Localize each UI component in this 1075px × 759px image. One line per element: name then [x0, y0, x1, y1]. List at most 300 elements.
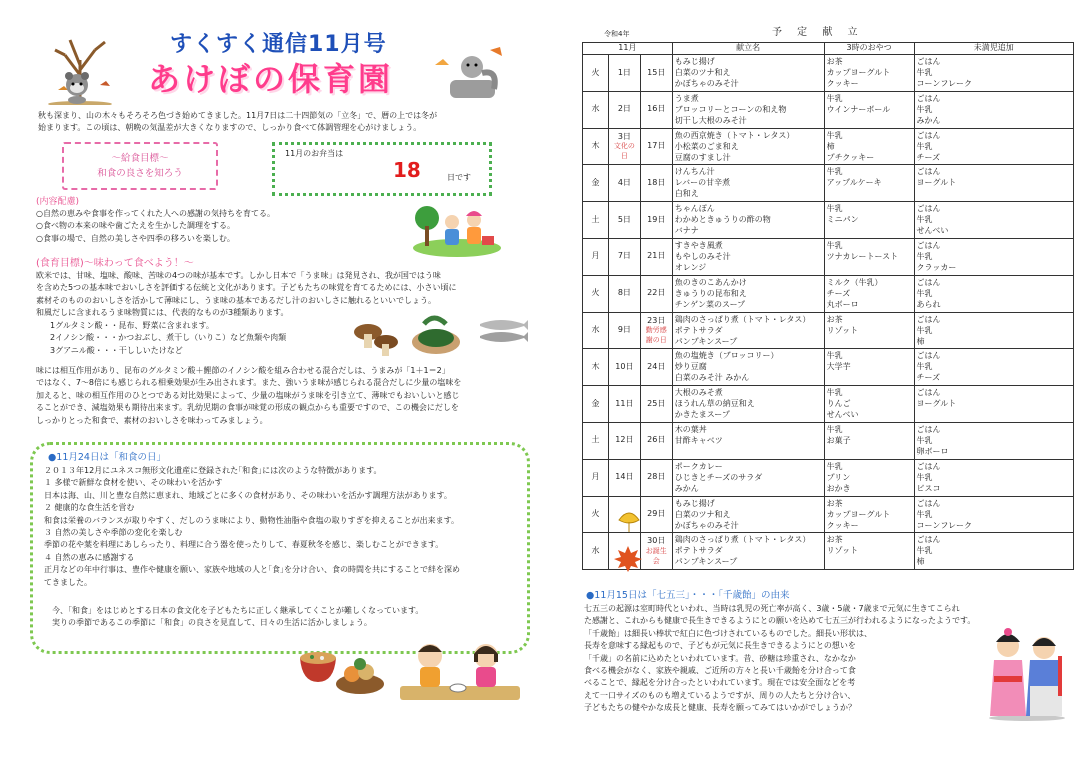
consideration-item: ○食べ物の本来の味や歯ごたえを生かした調理をする。 — [36, 221, 235, 231]
extra-item: 牛乳 — [916, 141, 933, 151]
dish-cell — [672, 496, 824, 533]
header-snack: 3時のおやつ — [824, 43, 914, 55]
day-of-week-cell — [583, 91, 609, 128]
taste-para1 — [36, 270, 456, 320]
taste-line: しっかりとった和食で、素材のおいしさを味わってみましょう。 — [36, 415, 268, 425]
extra-item: ビスコ — [916, 483, 941, 493]
dish-item: 白和え — [674, 189, 699, 199]
day-of-week: 月 — [591, 251, 600, 261]
day-of-week-cell — [583, 202, 609, 239]
day-of-week: 火 — [591, 509, 600, 519]
extra-item: 柿 — [916, 557, 925, 567]
newsletter-subtitle: すくすく通信11月号 — [170, 32, 387, 57]
snack-item: 牛乳 — [826, 167, 843, 177]
taste-line: ることができ、減塩効果も期待出来ます。乳幼児期の食事が味覚の形成の観点からも重要ですので、この機会にだしを — [36, 403, 459, 413]
umami-item: 2イノシン酸・・・かつおぶし、煮干し（いりこ）など魚類や肉類 — [50, 333, 287, 343]
day-of-week: 火 — [591, 67, 600, 77]
washoku-text — [44, 465, 460, 589]
extra-item: ごはん — [916, 204, 941, 214]
menu-row — [583, 238, 1074, 275]
extra-item: ごはん — [916, 314, 941, 324]
washoku-closing-line: 今、「和食」をはじめとする日本の食文化を子どもたちに正しく継承してくことが難しくなっています。 — [52, 606, 424, 615]
snack-cell — [824, 422, 914, 459]
washoku-line: １ 多様で新鮮な食材を使い、その味わいを活かす — [44, 478, 223, 488]
dish-cell — [672, 91, 824, 128]
washoku-closing-line: 実りの季節であるこの季節に「和食」の良さを見直して、日々の生活に活かしましょう。 — [52, 618, 372, 628]
ginkgo-leaf-icon — [616, 508, 642, 534]
shichigosan-children-icon — [986, 626, 1068, 722]
date1-cell — [608, 349, 640, 386]
dish-item: 白菜のみそ汁 みかん — [674, 373, 750, 383]
dish-item: 炒り豆腐 — [674, 362, 707, 372]
children-picnic-icon — [412, 198, 502, 258]
snack-item: お茶 — [826, 535, 843, 545]
date1-cell — [608, 422, 640, 459]
dish-item: うま煮 — [674, 93, 699, 103]
snack-item: 柿 — [826, 141, 835, 151]
day-of-week: 火 — [591, 288, 600, 298]
dish-item: みかん — [674, 483, 699, 493]
menu-row — [583, 202, 1074, 239]
day-of-week-cell — [583, 275, 609, 312]
date2: 15日 — [647, 67, 666, 77]
date2-cell — [640, 386, 672, 423]
day-of-week-cell — [583, 312, 609, 349]
menu-row — [583, 422, 1074, 459]
day-of-week-cell — [583, 349, 609, 386]
date2: 19日 — [647, 214, 666, 224]
snack-item: せんべい — [826, 410, 859, 420]
snack-item: おかき — [826, 483, 851, 493]
taste-line: 欧米では、甘味、塩味、酸味、苦味の4つの味が基本です。しかし日本で「うま味」は発見され、我が国ではう味 — [36, 271, 441, 280]
date1: 9日 — [617, 325, 631, 335]
dish-item: ポテトサラダ — [674, 546, 723, 556]
menu-body — [583, 55, 1074, 570]
extra-item: 牛乳 — [916, 68, 933, 77]
washoku-line: ２０１３年12月にユネスコ無形文化遺産に登録された｢和食｣には次のような特徴があります。 — [44, 466, 382, 475]
date1: 11日 — [615, 398, 634, 408]
snack-cell — [824, 202, 914, 239]
dish-cell — [672, 128, 824, 165]
snack-cell — [824, 533, 914, 570]
date1: 3日 — [617, 131, 631, 141]
extra-cell — [914, 349, 1073, 386]
dish-item: ブロッコリーとコーンの和え物 — [674, 104, 787, 114]
shichigosan-line: 長寿を意味する縁起もので、子どもが元気に長生きできるようにとの想いを — [584, 641, 856, 651]
holiday-label: 文化の日 — [613, 142, 635, 160]
shichigosan-text — [584, 603, 975, 715]
extra-item: ごはん — [916, 388, 941, 398]
date2: 29日 — [647, 509, 666, 519]
snack-cell — [824, 312, 914, 349]
taste-line: 素材そのもののおいしさを活かして薄味にし、うま味の基本であるだし汁のおいしさに触れるといいでしょう。 — [36, 295, 436, 305]
snack-cell — [824, 165, 914, 202]
dish-item: ポテトサラダ — [674, 325, 723, 335]
snack-cell — [824, 275, 914, 312]
snack-cell — [824, 91, 914, 128]
date2-cell — [640, 422, 672, 459]
date2-cell — [640, 312, 672, 349]
extra-item: コーンフレーク — [916, 79, 973, 88]
shichigosan-line: 食べる機会がなく、家族や親戚、ご近所の方々と長い千歳飴を分け合って食 — [584, 665, 856, 675]
taste-line: 和風だしに含まれるうま味物質には、代表的なものが3種類あります。 — [36, 308, 289, 318]
snack-item: カップヨーグルト — [826, 68, 891, 77]
date2-cell — [640, 91, 672, 128]
dish-item: 小松菜のごま和え — [674, 141, 739, 151]
day-of-week: 水 — [591, 545, 600, 555]
snack-cell — [824, 459, 914, 496]
dish-item: 鶏肉のさっぱり煮（トマト・レタス） — [674, 314, 811, 324]
snack-item: お菓子 — [826, 435, 851, 445]
extra-item: ごはん — [916, 93, 941, 103]
date2-cell — [640, 349, 672, 386]
dish-item: チンゲン菜のスープ — [674, 299, 746, 309]
snack-item: 牛乳 — [826, 240, 843, 250]
extra-cell — [914, 165, 1073, 202]
extra-cell — [914, 312, 1073, 349]
dish-item: 鶏肉のさっぱり煮（トマト・レタス） — [674, 535, 811, 545]
extra-cell — [914, 386, 1073, 423]
extra-item: ごはん — [916, 130, 941, 140]
washoku-line: ４ 自然の恵みに感謝する — [44, 552, 135, 562]
taste-heading: (食育目標)～味わって食べよう！～ — [36, 258, 194, 269]
sardine-icon — [478, 316, 530, 344]
date1-cell — [608, 312, 640, 349]
snack-cell — [824, 496, 914, 533]
dish-item: ひじきとチーズのサラダ — [674, 472, 763, 482]
extra-cell — [914, 496, 1073, 533]
date2: 16日 — [647, 104, 666, 114]
extra-cell — [914, 55, 1073, 92]
extra-item: 牛乳 — [916, 104, 933, 114]
day-of-week-cell — [583, 128, 609, 165]
snack-item: クッキー — [826, 520, 859, 530]
dish-item: パンプキンスープ — [674, 557, 738, 567]
snack-item: アップルケーキ — [826, 178, 882, 188]
extra-item: ごはん — [916, 498, 941, 508]
date2: 24日 — [647, 361, 666, 371]
day-of-week: 水 — [591, 325, 600, 335]
menu-row — [583, 312, 1074, 349]
extra-item: せんべい — [916, 226, 949, 236]
extra-item: みかん — [916, 115, 941, 125]
extra-cell — [914, 422, 1073, 459]
washoku-line: 正月などの年中行事は、豊作や健康を願い、家族や地域の人と｢食｣を分け合い、食の時間を共にすることで絆を深め — [44, 565, 460, 575]
umami-item: 3グアニル酸・・・干ししいたけなど — [50, 345, 183, 355]
dish-cell — [672, 55, 824, 92]
snack-item: 牛乳 — [826, 351, 843, 361]
shichigosan-line: 「千歳飴」は細長い棒状で紅白に色づけされているものでした。細長い形状は、 — [584, 628, 872, 638]
header-dish: 献立名 — [672, 43, 824, 55]
snack-item: 牛乳 — [826, 130, 843, 140]
date2-cell — [640, 275, 672, 312]
date2: 28日 — [647, 472, 666, 482]
day-of-week-cell — [583, 533, 609, 570]
date1: 14日 — [615, 472, 634, 482]
nimono-icon — [334, 650, 386, 696]
raccoon-icon — [60, 70, 94, 104]
event-label: お誕生会 — [645, 547, 667, 565]
snack-item: チーズ — [826, 288, 851, 298]
dish-item: 魚の塩焼き（ブロッコリー） — [674, 351, 779, 361]
taste-line: 加えると、味の相互作用のひとつである対比効果によって、少量の塩味がうま味を引き立て、薄味でもおいしいと感じ — [36, 390, 460, 400]
date2: 17日 — [647, 141, 666, 151]
snack-cell — [824, 386, 914, 423]
dish-cell — [672, 312, 824, 349]
dish-cell — [672, 165, 824, 202]
dish-item: 大根のみそ煮 — [674, 388, 723, 398]
snack-item: 牛乳 — [826, 424, 843, 434]
shichigosan-line: た感謝と、これからも健康で長生きできるようにとの願いを込めて七五三が行われるようになったようです。 — [584, 616, 976, 626]
extra-item: 牛乳 — [916, 288, 933, 298]
date1: 7日 — [617, 251, 631, 261]
bento-suffix: 日です — [447, 173, 471, 182]
date1-cell — [608, 128, 640, 165]
extra-item: 牛乳 — [916, 325, 933, 335]
extra-cell — [914, 459, 1073, 496]
header-month: 11月 — [583, 43, 673, 55]
date1: 12日 — [615, 435, 634, 445]
extra-item: ごはん — [916, 57, 941, 66]
intro-text — [38, 110, 437, 135]
date1-cell — [608, 238, 640, 275]
dish-item: 白菜のツナ和え — [674, 509, 731, 519]
day-of-week-cell — [583, 496, 609, 533]
date2: 25日 — [647, 398, 666, 408]
date2: 18日 — [647, 177, 666, 187]
date2-cell — [640, 459, 672, 496]
date1: 5日 — [617, 214, 631, 224]
consideration-item: ○自然の恵みや食事を作ってくれた人への感謝の気持ちを育てる。 — [36, 209, 275, 218]
extra-item: ごはん — [916, 240, 941, 250]
day-of-week-cell — [583, 422, 609, 459]
lunch-goal-box — [62, 142, 218, 190]
extra-cell — [914, 533, 1073, 570]
day-of-week: 木 — [591, 361, 600, 371]
menu-row — [583, 533, 1074, 570]
date1-cell — [608, 91, 640, 128]
day-of-week: 土 — [591, 435, 600, 445]
day-of-week-cell — [583, 238, 609, 275]
seaweed-icon — [410, 312, 462, 356]
header-extra: 未満児追加 — [914, 43, 1073, 55]
snack-item: お茶 — [826, 498, 843, 508]
menu-table — [582, 42, 1074, 570]
shichigosan-line: べることで、縁起を分け合ったといわれています。現在では安全面などを考 — [584, 678, 856, 688]
menu-row — [583, 275, 1074, 312]
snack-cell — [824, 128, 914, 165]
menu-row — [583, 91, 1074, 128]
date1: 4日 — [617, 177, 631, 187]
date1: 8日 — [617, 288, 631, 298]
snack-item: 牛乳 — [826, 461, 843, 471]
dish-cell — [672, 238, 824, 275]
dish-item: 白菜のツナ和え — [674, 68, 731, 77]
children-eating-icon — [400, 636, 520, 704]
snack-item: お茶 — [826, 314, 843, 324]
bento-label: 11月のお弁当は — [285, 149, 344, 158]
shichigosan-line: 子どもたちの健やかな成長と健康、長寿を願ってみてはいかがでしょうか？ — [584, 703, 856, 713]
dish-item: ちゃんぽん — [674, 204, 715, 214]
date1-cell — [608, 165, 640, 202]
snack-cell — [824, 349, 914, 386]
extra-item: ごはん — [916, 351, 941, 361]
snack-item: ウインナーボール — [826, 104, 891, 114]
intro-line: 秋も深まり、山の木々もそろそろ色づき始めてきました。11月7日は二十四節気の「立冬」で、暦の上では冬が — [38, 111, 438, 120]
dish-item: 魚のきのこあんかけ — [674, 277, 747, 287]
shichigosan-heading: ●11月15日は「七五三」・・・「千歳飴」の由来 — [586, 590, 790, 601]
consideration-list — [36, 208, 275, 245]
extra-item: ヨーグルト — [916, 178, 957, 188]
washoku-line: てきました。 — [44, 577, 92, 587]
extra-cell — [914, 202, 1073, 239]
extra-item: 牛乳 — [916, 546, 933, 556]
snack-item: クッキー — [826, 79, 859, 88]
dish-cell — [672, 202, 824, 239]
taste-line: を含めた5つの基本味でおいしさを評価する伝統と文化があります。子どもたちの味覚を育てるためには、小さい頃に — [36, 283, 457, 293]
day-of-week: 水 — [591, 104, 600, 114]
dish-item: パンプキンスープ — [674, 336, 738, 346]
dish-item: かぼちゃのみそ汁 — [674, 520, 739, 530]
date2-cell — [640, 202, 672, 239]
date2-cell — [640, 496, 672, 533]
snack-item: 大学芋 — [826, 362, 851, 372]
day-of-week-cell — [583, 459, 609, 496]
dish-item: けんちん汁 — [674, 167, 715, 177]
extra-item: コーンフレーク — [916, 520, 973, 530]
snack-item: りんご — [826, 399, 851, 409]
shichigosan-line: 七五三の起源は室町時代といわれ、当時は乳児の死亡率が高く、3歳・5歳・7歳まで元気に生きてこられ — [584, 604, 960, 613]
washoku-line: ２ 健康的な食生活を営む — [44, 503, 135, 513]
menu-row — [583, 55, 1074, 92]
dish-cell — [672, 533, 824, 570]
dish-cell — [672, 275, 824, 312]
maple-leaf-icon — [612, 544, 644, 574]
lunch-goal-heading: ～給食目標～ — [111, 153, 169, 164]
extra-item: 牛乳 — [916, 472, 933, 482]
newsletter-title: あけぼの保育園 — [148, 60, 394, 98]
menu-row — [583, 128, 1074, 165]
date1-cell — [608, 459, 640, 496]
snack-item: ミニパン — [826, 215, 859, 225]
extra-item: 牛乳 — [916, 509, 933, 519]
intro-line: 始まります。この頃は、朝晩の気温差が大きくなりますので、しっかり食べて体調管理を心がけましょう。 — [38, 123, 422, 133]
menu-row — [583, 165, 1074, 202]
date2-cell — [640, 533, 672, 570]
dish-cell — [672, 422, 824, 459]
washoku-closing — [52, 605, 423, 630]
consideration-item: ○食事の場で、自然の美しさや四季の移ろいを楽しむ。 — [36, 233, 235, 243]
dish-item: 切干し大根のみそ汁 — [674, 115, 747, 125]
snack-item: プチクッキー — [826, 152, 875, 162]
shichigosan-line: 「千歳」の名前に込めたといわれています。昔、砂糖は珍重され、なかなか — [584, 653, 856, 663]
date2-cell — [640, 165, 672, 202]
snack-cell — [824, 55, 914, 92]
menu-row — [583, 386, 1074, 423]
extra-cell — [914, 128, 1073, 165]
washoku-line: ３ 自然の美しさや季節の変化を楽しむ — [44, 527, 183, 537]
dish-item: ほうれん草の納豆和え — [674, 399, 755, 409]
dish-item: レバーの甘辛煮 — [674, 178, 731, 188]
menu-era-label: 令和4年 — [604, 30, 630, 38]
date2: 21日 — [647, 251, 666, 261]
date1-cell — [608, 386, 640, 423]
taste-para2 — [36, 365, 461, 427]
taste-line: 味には相互作用があり、昆布のグルタミン酸＋鰹節のイノシン酸を組み合わせる混合だしは、うまみが「1＋1＝2」 — [36, 366, 450, 375]
extra-cell — [914, 91, 1073, 128]
dish-item: もみじ揚げ — [674, 57, 715, 66]
dish-item: わかめときゅうりの酢の物 — [674, 215, 771, 225]
event-label: 勤労感謝の日 — [645, 326, 667, 344]
extra-item: 卵ボーロ — [916, 446, 949, 456]
taste-line: ではなく、7～8倍にも感じられる相乗効果が生み出されます。また、強いうま味が感じられる混合だしに少量の塩味を — [36, 378, 462, 388]
date1: 2日 — [617, 104, 631, 114]
day-of-week: 金 — [591, 177, 600, 187]
menu-row — [583, 459, 1074, 496]
day-of-week-cell — [583, 386, 609, 423]
dish-item: 甘酢キャベツ — [674, 435, 723, 445]
lunch-goal-text: 和食の良さを知ろう — [97, 167, 183, 179]
washoku-line: 季節の花や葉を料理にあしらったり、料理に合う器を使ったりして、春夏秋冬を感じ、楽しむことができます。 — [44, 540, 444, 550]
dish-item: かきたまスープ — [674, 410, 730, 420]
menu-row — [583, 349, 1074, 386]
snack-cell — [824, 238, 914, 275]
day-of-week-cell — [583, 165, 609, 202]
snack-item: 丸ボーロ — [826, 299, 859, 309]
extra-item: あられ — [916, 299, 941, 309]
dish-item: バナナ — [674, 226, 699, 236]
dish-item: 魚の西京焼き（トマト・レタス） — [674, 130, 795, 140]
snack-item: ツナカレートースト — [826, 251, 899, 261]
snack-item: プリン — [826, 472, 851, 482]
day-of-week: 木 — [591, 141, 600, 151]
extra-item: ヨーグルト — [916, 399, 957, 409]
bento-box — [272, 142, 492, 196]
extra-item: ごはん — [916, 277, 941, 287]
umami-item: 1グルタミン酸・・昆布、野菜に含まれます。 — [50, 321, 214, 330]
squirrel-icon — [420, 45, 510, 105]
menu-header-row — [583, 43, 1074, 55]
washoku-line: 和食は栄養のバランスが取りやすく、だしのうま味により、動物性油脂や食塩の取りすぎを抑えることが出来ます。 — [44, 515, 459, 525]
bento-days-number: 18 — [393, 158, 421, 182]
day-of-week: 月 — [591, 472, 600, 482]
date2-cell — [640, 128, 672, 165]
right-page — [540, 0, 1075, 759]
extra-item: 牛乳 — [916, 362, 933, 372]
dish-item: かぼちゃのみそ汁 — [674, 79, 739, 88]
consideration-heading: (内容配慮) — [36, 197, 80, 207]
date1-cell — [608, 55, 640, 92]
date2: 26日 — [647, 435, 666, 445]
dish-cell — [672, 459, 824, 496]
washoku-line: 日本は海、山、川と豊な自然に恵まれ、地域ごとに多くの食材があり、その味わいを活かす調理方法があります。 — [44, 490, 452, 500]
dish-item: もみじ揚げ — [674, 498, 715, 508]
snack-item: リゾット — [826, 325, 859, 335]
extra-item: クラッカー — [916, 262, 957, 272]
extra-item: 牛乳 — [916, 435, 933, 445]
snack-item: リゾット — [826, 546, 859, 556]
date2-cell — [640, 238, 672, 275]
umami-list — [50, 320, 286, 357]
snack-item: 牛乳 — [826, 93, 843, 103]
day-of-week: 金 — [591, 398, 600, 408]
extra-item: ごはん — [916, 535, 941, 545]
menu-row — [583, 496, 1074, 533]
snack-item: ミルク（牛乳） — [826, 277, 883, 287]
day-of-week-cell — [583, 55, 609, 92]
date2: 23日 — [647, 315, 666, 325]
date1-cell — [608, 202, 640, 239]
